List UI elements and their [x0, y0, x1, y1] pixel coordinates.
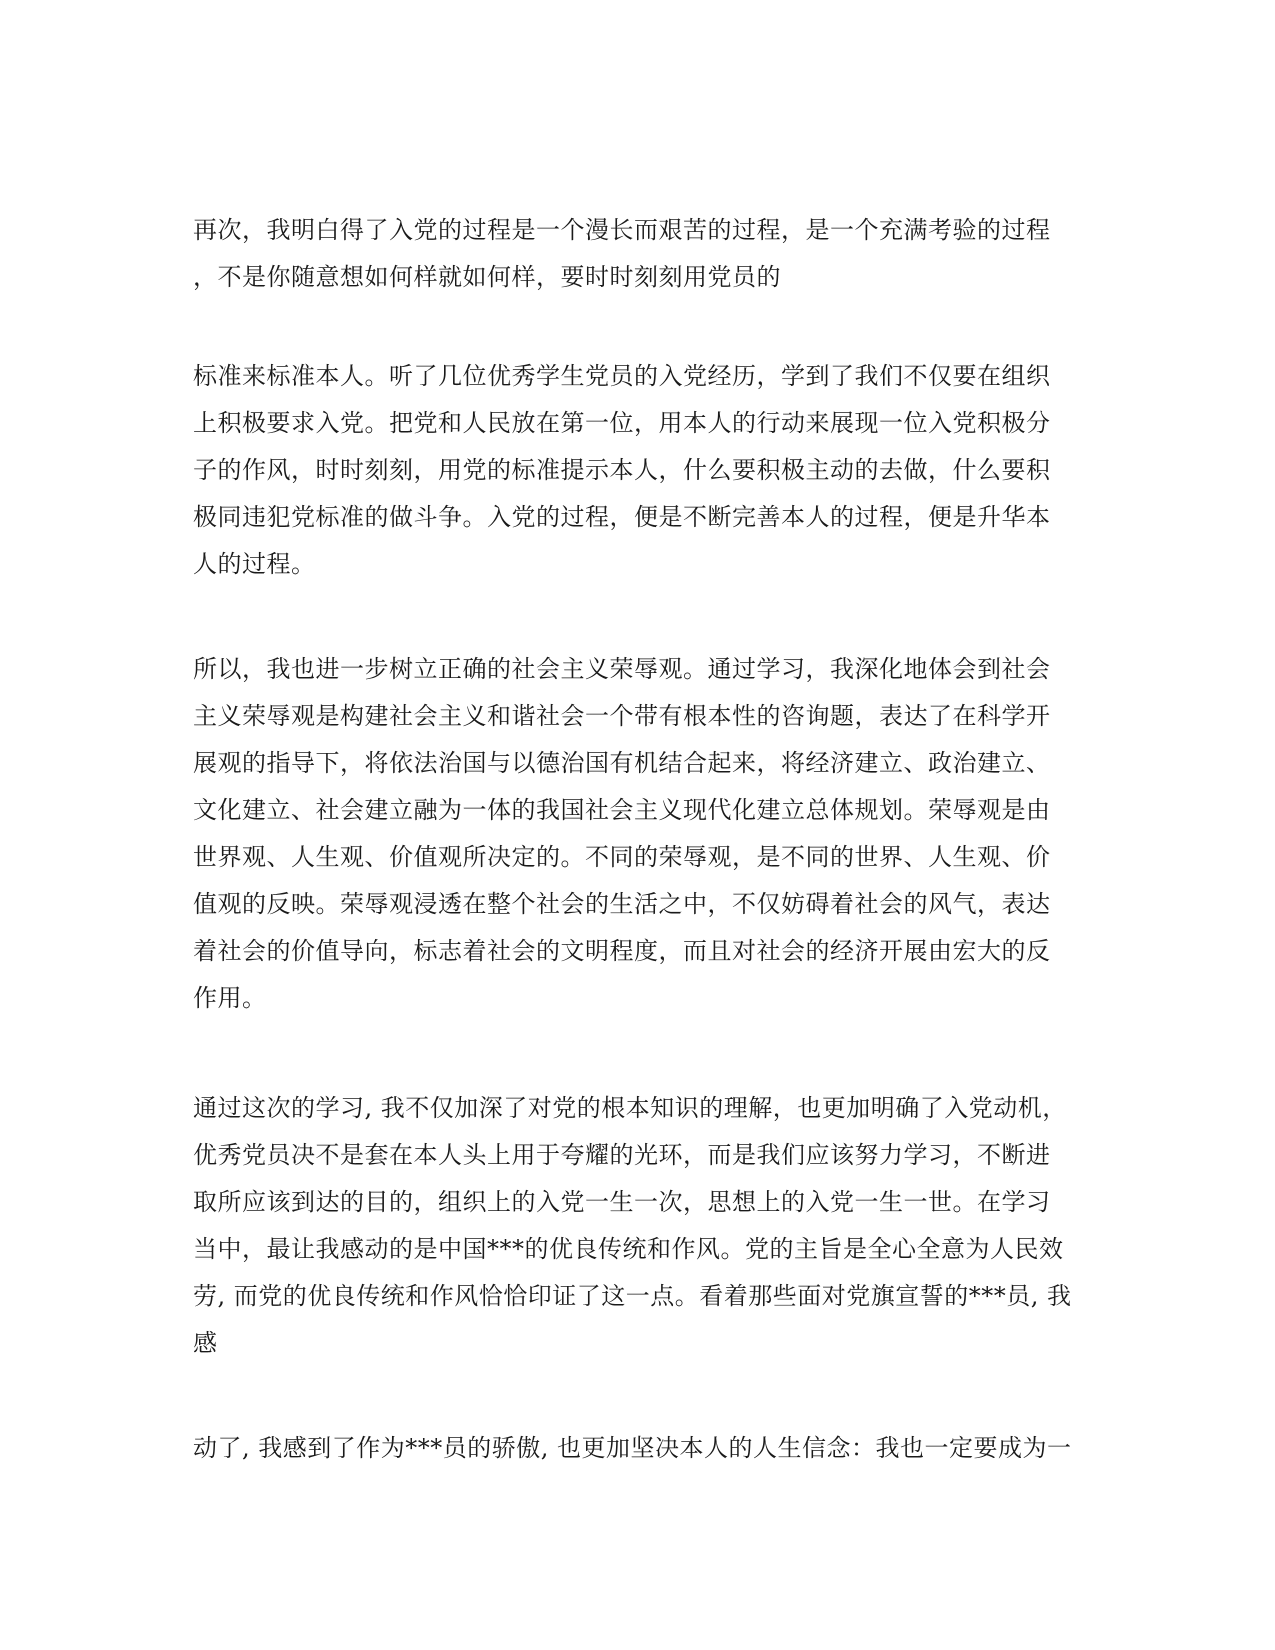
text-line: 子的作风，时时刻刻，用党的标准提示本人，什么要积极主动的去做，什么要积: [193, 456, 1051, 484]
text-line: 极同违犯党标准的做斗争。入党的过程，便是不断完善本人的过程，便是升华本: [193, 503, 1051, 531]
paragraph-5: [193, 1425, 1083, 1472]
text-line: 动了, 我感到了作为***员的骄傲, 也更加坚决本人的人生信念：我也一定要成为一: [193, 1434, 1072, 1462]
text-line: 主义荣辱观是构建社会主义和谐社会一个带有根本性的咨询题，表达了在科学开: [193, 702, 1051, 730]
text-line: 人的过程。: [193, 550, 316, 578]
text-line: 着社会的价值导向，标志着社会的文明程度，而且对社会的经济开展由宏大的反: [193, 937, 1051, 965]
text-line: 文化建立、社会建立融为一体的我国社会主义现代化建立总体规划。荣辱观是由: [193, 796, 1051, 824]
paragraph-1: [193, 207, 1083, 301]
text-line: 取所应该到达的目的，组织上的入党一生一次，思想上的入党一生一世。在学习: [193, 1188, 1051, 1216]
paragraph-3: [193, 646, 1083, 1022]
text-line: 世界观、人生观、价值观所决定的。不同的荣辱观，是不同的世界、人生观、价: [193, 843, 1051, 871]
text-line: 通过这次的学习, 我不仅加深了对党的根本知识的理解，也更加明确了入党动机，: [193, 1094, 1067, 1122]
text-line: 优秀党员决不是套在本人头上用于夸耀的光环，而是我们应该努力学习，不断进: [193, 1141, 1051, 1169]
paragraph-2: [193, 353, 1083, 588]
text-line: 劳, 而党的优良传统和作风恰恰印证了这一点。看着那些面对党旗宣誓的***员, 我: [193, 1282, 1072, 1310]
text-line: 再次，我明白得了入党的过程是一个漫长而艰苦的过程，是一个充满考验的过程: [193, 216, 1051, 244]
text-line: ，不是你随意想如何样就如何样，要时时刻刻用党员的: [193, 263, 781, 291]
text-line: 上积极要求入党。把党和人民放在第一位，用本人的行动来展现一位入党积极分: [193, 409, 1051, 437]
text-line: 所以，我也进一步树立正确的社会主义荣辱观。通过学习，我深化地体会到社会: [193, 655, 1051, 683]
text-line: 感: [193, 1329, 218, 1357]
paragraph-4: [193, 1085, 1083, 1367]
text-line: 标准来标准本人。听了几位优秀学生党员的入党经历，学到了我们不仅要在组织: [193, 362, 1051, 390]
text-line: 展观的指导下，将依法治国与以德治国有机结合起来，将经济建立、政治建立、: [193, 749, 1051, 777]
text-line: 值观的反映。荣辱观浸透在整个社会的生活之中，不仅妨碍着社会的风气，表达: [193, 890, 1051, 918]
text-line: 当中，最让我感动的是中国***的优良传统和作风。党的主旨是全心全意为人民效: [193, 1235, 1064, 1263]
text-line: 作用。: [193, 984, 267, 1012]
